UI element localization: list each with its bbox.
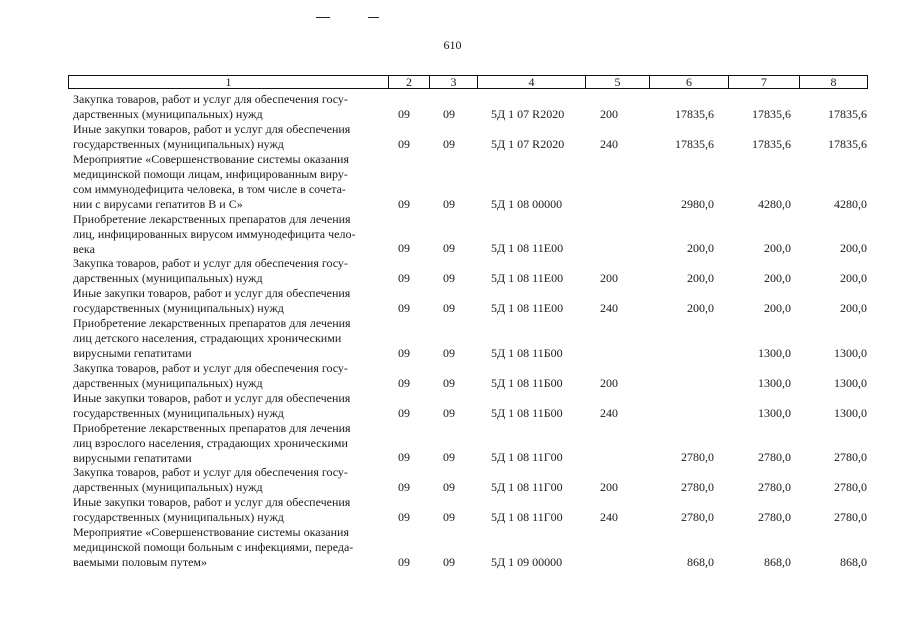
row-target-code: 5Д 1 08 11Б00 [491, 346, 563, 360]
row-amount-col6: 200,0 [687, 241, 714, 255]
row-expense-type: 240 [600, 137, 618, 151]
header-col-8: 8 [799, 76, 867, 88]
row-amount-col7: 868,0 [764, 555, 791, 569]
table-row [0, 495, 905, 525]
row-section: 09 [398, 510, 410, 524]
row-amount-col6: 200,0 [687, 301, 714, 315]
row-target-code: 5Д 1 08 11Е00 [491, 271, 564, 285]
row-name: Иные закупки товаров, работ и услуг для обеспечения государственных (муниципальных) нужд [73, 391, 351, 420]
row-target-code: 5Д 1 08 11Б00 [491, 376, 563, 390]
header-col-7: 7 [728, 76, 799, 88]
row-amount-col7: 2780,0 [758, 480, 791, 494]
header-col-6: 6 [649, 76, 728, 88]
row-target-code: 5Д 1 08 11Б00 [491, 406, 563, 420]
row-target-code: 5Д 1 07 R2020 [491, 137, 565, 151]
row-amount-col7: 17835,6 [752, 107, 791, 121]
row-amount-col7: 2780,0 [758, 510, 791, 524]
row-amount-col7: 200,0 [764, 241, 791, 255]
row-amount-col8: 1300,0 [834, 376, 867, 390]
row-amount-col8: 1300,0 [834, 406, 867, 420]
table-row [0, 152, 905, 212]
row-name: Закупка товаров, работ и услуг для обеспечения госу- дарственных (муниципальных) нужд [73, 465, 348, 494]
row-amount-col8: 200,0 [840, 271, 867, 285]
row-subsection: 09 [443, 406, 455, 420]
row-name: Закупка товаров, работ и услуг для обеспечения госу- дарственных (муниципальных) нужд [73, 256, 348, 285]
row-amount-col8: 868,0 [840, 555, 867, 569]
row-amount-col6: 17835,6 [675, 107, 714, 121]
row-amount-col7: 1300,0 [758, 346, 791, 360]
table-row [0, 286, 905, 316]
row-target-code: 5Д 1 08 11Г00 [491, 450, 563, 464]
row-amount-col7: 200,0 [764, 301, 791, 315]
row-section: 09 [398, 376, 410, 390]
row-amount-col7: 1300,0 [758, 376, 791, 390]
header-col-1: 1 [225, 75, 232, 89]
header-col-2: 2 [388, 76, 429, 88]
row-amount-col6: 868,0 [687, 555, 714, 569]
row-amount-col7: 2780,0 [758, 450, 791, 464]
row-subsection: 09 [443, 480, 455, 494]
row-name: Приобретение лекарственных препаратов для лечения лиц детского населения, страдающих хроническими вирусными гепатитами [73, 316, 351, 360]
row-amount-col6: 2780,0 [681, 480, 714, 494]
row-name: Закупка товаров, работ и услуг для обеспечения госу- дарственных (муниципальных) нужд [73, 361, 348, 390]
row-name: Мероприятие «Совершенствование системы оказания медицинской помощи лицам, инфицированным виру- сом иммунодефицита человека, в том числе в сочета- нии с вирусами гепатитов В и С» [73, 152, 349, 211]
row-amount-col8: 1300,0 [834, 346, 867, 360]
row-target-code: 5Д 1 08 11Г00 [491, 510, 563, 524]
row-name: Мероприятие «Совершенствование системы оказания медицинской помощи больным с инфекциями, переда- ваемыми половым путем» [73, 525, 354, 569]
table-row [0, 421, 905, 465]
table-row [0, 122, 905, 152]
table-row [0, 525, 905, 570]
row-expense-type: 240 [600, 406, 618, 420]
scan-mark [316, 17, 330, 18]
row-section: 09 [398, 555, 410, 569]
row-subsection: 09 [443, 301, 455, 315]
row-name: Приобретение лекарственных препаратов для лечения лиц, инфицированных вирусом иммунодефицита чело- века [73, 212, 356, 256]
row-name: Приобретение лекарственных препаратов для лечения лиц взрослого населения, страдающих хроническими вирусными гепатитами [73, 421, 351, 465]
row-amount-col7: 1300,0 [758, 406, 791, 420]
row-section: 09 [398, 137, 410, 151]
row-name: Иные закупки товаров, работ и услуг для обеспечения государственных (муниципальных) нужд [73, 286, 351, 315]
page-number: 610 [443, 38, 462, 52]
row-section: 09 [398, 346, 410, 360]
table-header-row [68, 75, 868, 89]
row-subsection: 09 [443, 107, 455, 121]
row-target-code: 5Д 1 08 11Е00 [491, 301, 564, 315]
row-amount-col7: 200,0 [764, 271, 791, 285]
row-section: 09 [398, 241, 410, 255]
row-section: 09 [398, 197, 410, 211]
row-target-code: 5Д 1 09 00000 [491, 555, 563, 569]
header-col-3: 3 [429, 76, 477, 88]
row-section: 09 [398, 301, 410, 315]
row-section: 09 [398, 406, 410, 420]
row-expense-type: 200 [600, 480, 618, 494]
row-expense-type: 200 [600, 271, 618, 285]
row-amount-col6: 2980,0 [681, 197, 714, 211]
row-name: Иные закупки товаров, работ и услуг для обеспечения государственных (муниципальных) нужд [73, 122, 351, 151]
row-amount-col6: 2780,0 [681, 510, 714, 524]
row-amount-col8: 17835,6 [828, 107, 867, 121]
row-amount-col8: 4280,0 [834, 197, 867, 211]
row-amount-col6: 200,0 [687, 271, 714, 285]
row-expense-type: 200 [600, 376, 618, 390]
row-amount-col7: 17835,6 [752, 137, 791, 151]
header-col-5: 5 [585, 76, 649, 88]
row-subsection: 09 [443, 271, 455, 285]
row-amount-col6: 2780,0 [681, 450, 714, 464]
row-subsection: 09 [443, 241, 455, 255]
table-row [0, 391, 905, 421]
row-subsection: 09 [443, 376, 455, 390]
row-expense-type: 200 [600, 107, 618, 121]
row-target-code: 5Д 1 08 11Г00 [491, 480, 563, 494]
row-section: 09 [398, 107, 410, 121]
table-row [0, 92, 905, 122]
row-amount-col7: 4280,0 [758, 197, 791, 211]
scan-mark [368, 17, 379, 18]
row-amount-col8: 200,0 [840, 301, 867, 315]
row-amount-col8: 2780,0 [834, 510, 867, 524]
row-subsection: 09 [443, 346, 455, 360]
row-section: 09 [398, 450, 410, 464]
table-row [0, 361, 905, 391]
row-subsection: 09 [443, 555, 455, 569]
row-target-code: 5Д 1 08 11Е00 [491, 241, 564, 255]
row-amount-col8: 2780,0 [834, 450, 867, 464]
row-target-code: 5Д 1 07 R2020 [491, 107, 565, 121]
row-subsection: 09 [443, 137, 455, 151]
table-row [0, 316, 905, 361]
row-subsection: 09 [443, 197, 455, 211]
table-row [0, 212, 905, 256]
row-amount-col8: 200,0 [840, 241, 867, 255]
table-row [0, 465, 905, 495]
row-section: 09 [398, 271, 410, 285]
row-amount-col6: 17835,6 [675, 137, 714, 151]
row-subsection: 09 [443, 510, 455, 524]
row-expense-type: 240 [600, 301, 618, 315]
table-row [0, 256, 905, 286]
row-name: Иные закупки товаров, работ и услуг для обеспечения государственных (муниципальных) нужд [73, 495, 351, 524]
row-amount-col8: 2780,0 [834, 480, 867, 494]
row-name: Закупка товаров, работ и услуг для обеспечения госу- дарственных (муниципальных) нужд [73, 92, 348, 121]
row-subsection: 09 [443, 450, 455, 464]
row-section: 09 [398, 480, 410, 494]
row-target-code: 5Д 1 08 00000 [491, 197, 563, 211]
row-amount-col8: 17835,6 [828, 137, 867, 151]
row-expense-type: 240 [600, 510, 618, 524]
budget-table-body [0, 92, 905, 570]
header-col-4: 4 [477, 76, 585, 88]
